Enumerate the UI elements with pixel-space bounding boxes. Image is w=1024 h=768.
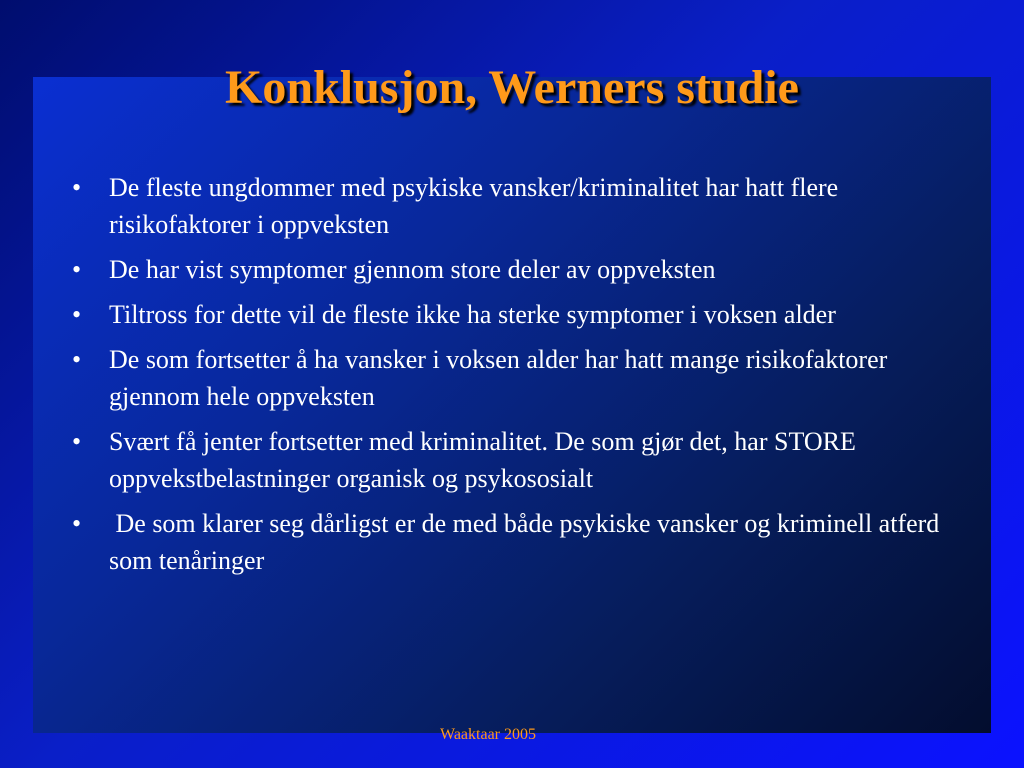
slide-title: Konklusjon, Werners studie bbox=[225, 61, 799, 114]
bullet-item bbox=[72, 423, 942, 497]
bullet-icon: • bbox=[72, 173, 82, 202]
bullet-icon: • bbox=[72, 509, 82, 538]
bullet-text: De som fortsetter å ha vansker i voksen alder har hatt mange risikofaktorer gjennom hele oppveksten bbox=[109, 345, 888, 411]
bullet-icon: • bbox=[72, 427, 82, 456]
bullet-item bbox=[72, 296, 942, 333]
footer-credit: Waaktaar 2005 bbox=[440, 726, 536, 743]
bullet-text: Svært få jenter fortsetter med kriminalitet. De som gjør det, har STORE oppvekstbelastninger organisk og psykososialt bbox=[109, 427, 856, 493]
bullet-item bbox=[72, 169, 942, 243]
bullet-list bbox=[72, 169, 942, 587]
bullet-item bbox=[72, 341, 942, 415]
bullet-item bbox=[72, 251, 942, 288]
bullet-text: Tiltross for dette vil de fleste ikke ha sterke symptomer i voksen alder bbox=[109, 300, 836, 329]
bullet-text: De som klarer seg dårligst er de med både psykiske vansker og kriminell atferd som tenåringer bbox=[109, 509, 940, 575]
bullet-icon: • bbox=[72, 300, 82, 329]
bullet-icon: • bbox=[72, 255, 82, 284]
bullet-icon: • bbox=[72, 345, 82, 374]
bullet-text: De har vist symptomer gjennom store deler av oppveksten bbox=[109, 255, 716, 284]
bullet-text: De fleste ungdommer med psykiske vansker/kriminalitet har hatt flere risikofaktorer i oppveksten bbox=[109, 173, 839, 239]
bullet-item bbox=[72, 505, 942, 579]
